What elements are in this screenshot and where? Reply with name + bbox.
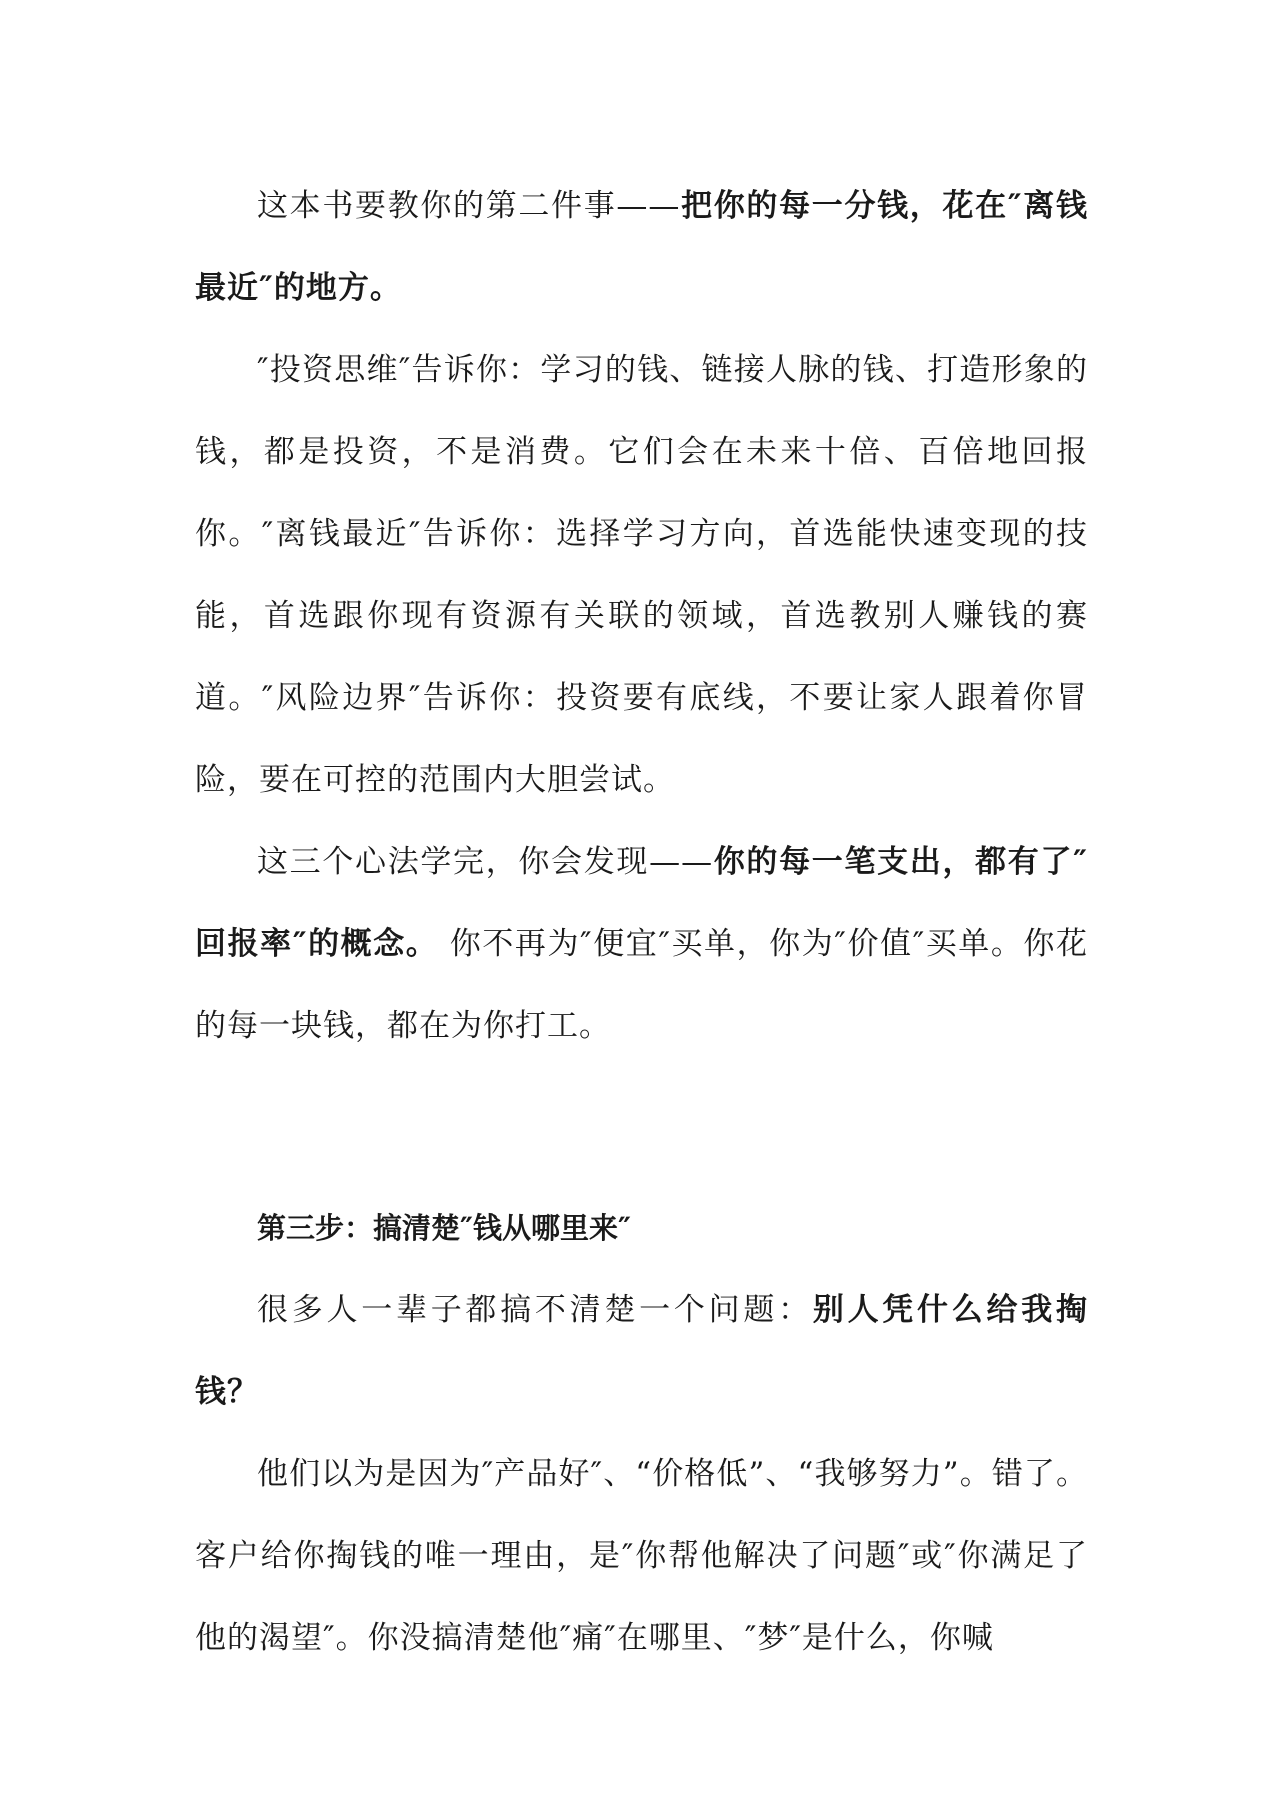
page-content — [195, 165, 1088, 1679]
paragraph-text: 很多人一辈子都搞不清楚一个问题： — [257, 1292, 813, 1328]
bold-emphasis: 别人凭什么给我掏钱？ — [195, 1292, 1089, 1410]
paragraph-question — [195, 1269, 1088, 1433]
paragraph-three-mindsets — [195, 329, 1088, 821]
paragraph-text: 他们以为是因为″产品好″、“价格低”、“我够努力”。错了。客户给你掏钱的唯一理由，是″你帮他解决了问题″或″你满足了他的渴望″。你没搞清楚他″痛″在哪里、″梦″是什么，你喊 — [195, 1456, 1088, 1656]
bold-emphasis: 把你的每一分钱，花在″离钱最近″的地方。 — [195, 188, 1088, 306]
paragraph-why-customers-pay — [195, 1433, 1088, 1679]
paragraph-text: 这三个心法学完，你会发现—— — [257, 844, 714, 880]
paragraph-return-rate — [195, 821, 1088, 1067]
paragraph-text: ″投资思维″告诉你：学习的钱、链接人脉的钱、打造形象的钱，都是投资，不是消费。它们会在未来十倍、百倍地回报你。″离钱最近″告诉你：选择学习方向，首选能快速变现的技能，首选跟你现有资源有关联的领域，首选教别人赚钱的赛道。″风险边界″告诉你：投资要有底线，不要让家人跟着你冒险，要在可控的范围内大胆尝试。 — [195, 352, 1088, 798]
section-heading: 第三步：搞清楚″钱从哪里来″ — [257, 1211, 631, 1245]
paragraph-text: 你不再为″便宜″买单，你为″价值″买单。你花的每一块钱，都在为你打工。 — [195, 926, 1088, 1044]
bold-emphasis: 你的每一笔支出，都有了″回报率″的概念。 — [195, 844, 1088, 962]
paragraph-second-lesson — [195, 165, 1088, 329]
paragraph-text: 这本书要教你的第二件事—— — [257, 188, 681, 224]
